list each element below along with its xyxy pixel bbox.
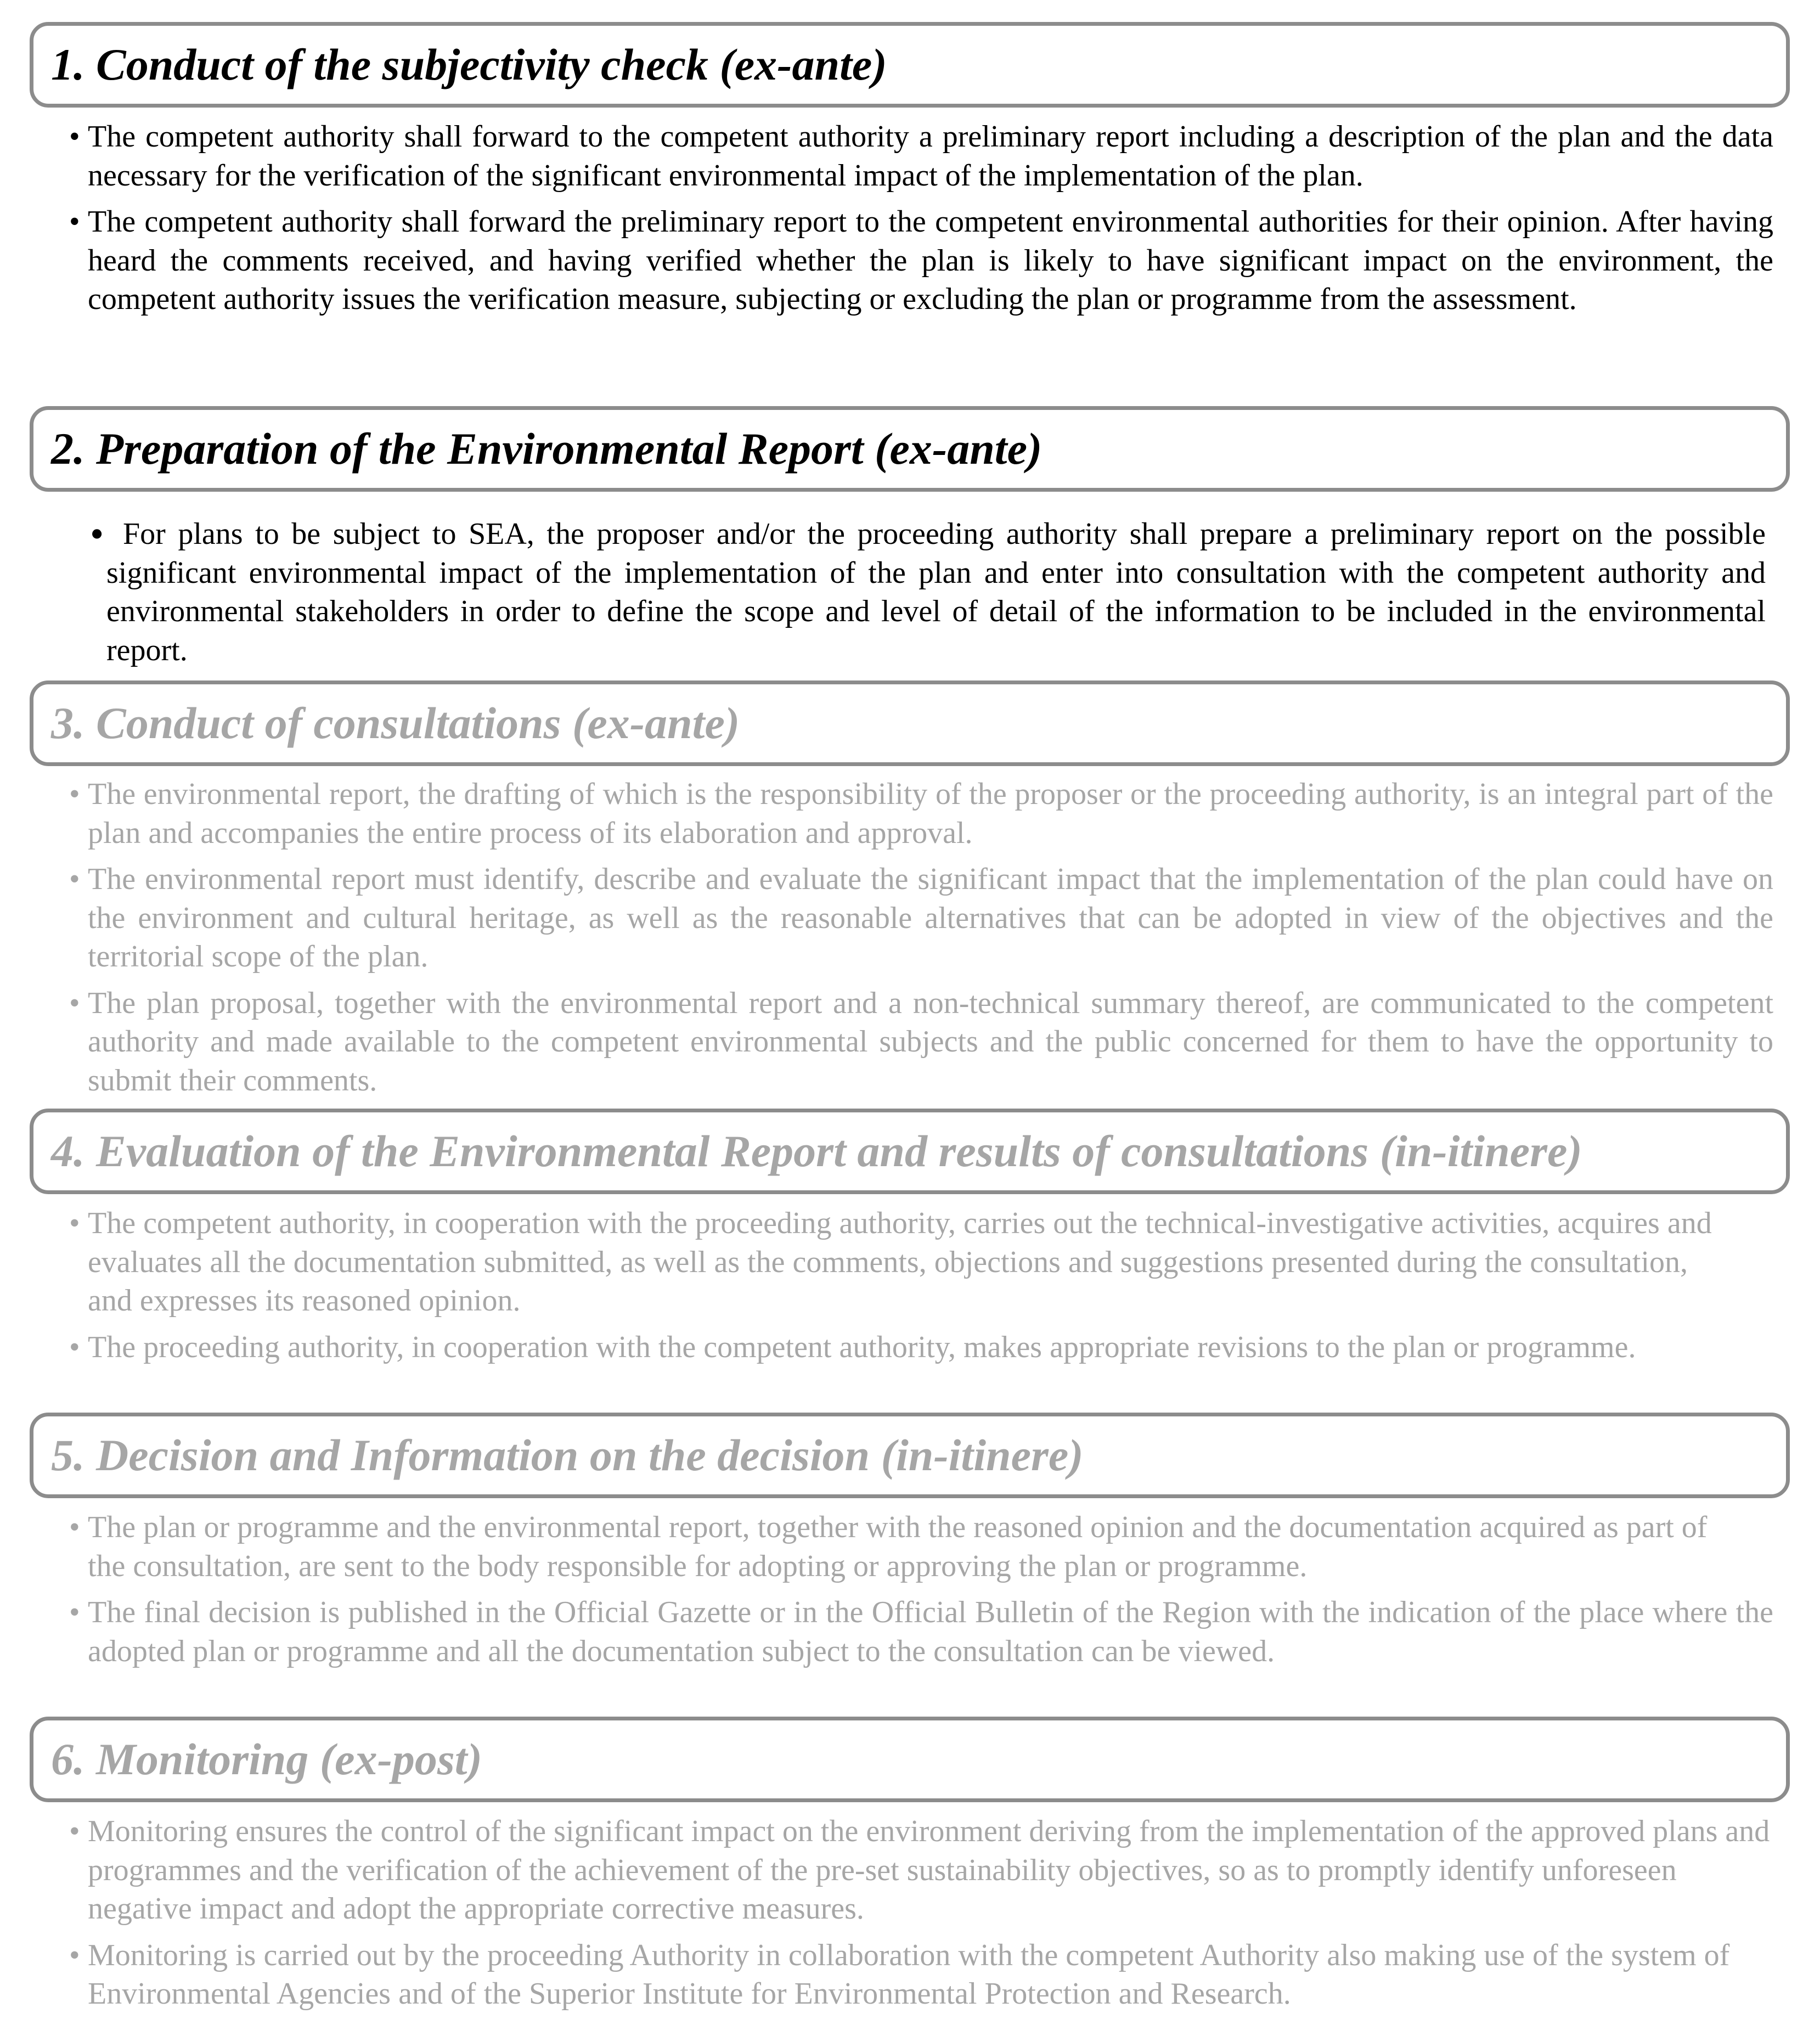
bullet-dot-icon: •: [69, 1206, 80, 1240]
step-4-title: 4. Evaluation of the Environmental Report and results of consultations (in-itinere): [51, 1126, 1582, 1176]
step-1-header: [30, 22, 1790, 108]
step-3-bullets: [69, 775, 1773, 1100]
step-6-bullets: [69, 1812, 1773, 2013]
step-4-bullet-1: • The competent authority, in cooperation with the proceeding authority, carries out the technical-investigative activities, acquires and evaluates all the documentation submitted, as well as the comments, objections and suggestions presented during the consultation, and expresses its reasoned opinion.: [88, 1204, 1712, 1320]
step-3-header: [30, 680, 1790, 766]
step-4-bullets: [69, 1204, 1712, 1366]
bullet-dot-icon: •: [69, 1510, 80, 1544]
step-5-bullet-1: • The plan or programme and the environmental report, together with the reasoned opinion and the documentation acquired as part of the consultation, are sent to the body responsible for adopting or approving the plan or programme.: [88, 1508, 1723, 1585]
step-3-bullet-1: • The environmental report, the drafting of which is the responsibility of the proposer or the proceeding authority, is an integral part of the plan and accompanies the entire process of its elaboration and approval.: [88, 775, 1773, 852]
bullet-dot-icon: •: [69, 1938, 80, 1972]
step-3-bullet-3: • The plan proposal, together with the environmental report and a non-technical summary thereof, are communicated to the competent authority and made available to the competent environmental subjects and the public concerned for them to have the opportunity to submit their comments.: [88, 984, 1773, 1100]
step-3-title: 3. Conduct of consultations (ex-ante): [51, 698, 740, 748]
step-1-bullet-1: • The competent authority shall forward to the competent authority a preliminary report including a description of the plan and the data necessary for the verification of the significant environmental impact of the implementation of the plan.: [88, 117, 1773, 195]
bullet-dot-icon: •: [69, 1814, 80, 1848]
step-1-bullet-2: • The competent authority shall forward the preliminary report to the competent environmental authorities for their opinion. After having heard the comments received, and having verified whether the plan is likely to have significant impact on the environment, the competent authority issues the verification measure, subjecting or excluding the plan or programme from the assessment.: [88, 203, 1773, 319]
step-5-bullet-2: • The final decision is published in the Official Gazette or in the Official Bulletin of the Region with the indication of the place where the adopted plan or programme and all the documentation subject to the consultation can be viewed.: [88, 1593, 1773, 1671]
bullet-dot-icon: •: [69, 205, 80, 239]
step-1-bullets: [69, 117, 1773, 319]
step-2-bullets: [90, 512, 1766, 670]
step-6-bullet-2: • Monitoring is carried out by the proceeding Authority in collaboration with the competent Authority also making use of the system of Environmental Agencies and of the Superior Institute for Environmental Protection and Research.: [88, 1936, 1773, 2013]
bullet-dot-icon: •: [69, 1330, 80, 1364]
step-2-header: [30, 406, 1790, 492]
step-4-bullet-2: • The proceeding authority, in cooperation with the competent authority, makes appropriate revisions to the plan or programme.: [88, 1328, 1712, 1367]
step-2-title: 2. Preparation of the Environmental Report (ex-ante): [51, 424, 1043, 474]
step-2-bullet-1: • For plans to be subject to SEA, the proposer and/or the proceeding authority shall prepare a preliminary report on the possible significant environmental impact of the implementation of the plan and enter into consultation with the competent authority and environmental stakeholders in order to define the scope and level of detail of the information to be included in the environmental report.: [90, 512, 1766, 667]
bullet-dot-icon: •: [69, 120, 80, 154]
step-6-bullet-1: • Monitoring ensures the control of the significant impact on the environment deriving from the implementation of the approved plans and programmes and the verification of the achievement of the pre-set sustainability objectives, so as to promptly identify unforeseen negative impact and adopt the appropriate corrective measures.: [88, 1812, 1773, 1928]
step-6-title: 6. Monitoring (ex-post): [51, 1734, 482, 1784]
bullet-dot-icon: •: [69, 777, 80, 811]
step-5-title: 5. Decision and Information on the decision (in-itinere): [51, 1430, 1084, 1480]
step-5-header: [30, 1413, 1790, 1498]
bullet-dot-icon: •: [69, 1595, 80, 1629]
step-3-bullet-2: • The environmental report must identify, describe and evaluate the significant impact that the implementation of the plan could have on the environment and cultural heritage, as well as the reasonable alternatives that can be adopted in view of the objectives and the territorial scope of the plan.: [88, 860, 1773, 976]
step-5-bullets: [69, 1508, 1773, 1671]
step-6-header: [30, 1717, 1790, 1802]
step-1-title: 1. Conduct of the subjectivity check (ex-ante): [51, 40, 887, 89]
bullet-dot-icon: •: [90, 512, 104, 556]
bullet-dot-icon: •: [69, 986, 80, 1020]
step-4-header: [30, 1109, 1790, 1194]
bullet-dot-icon: •: [69, 862, 80, 896]
